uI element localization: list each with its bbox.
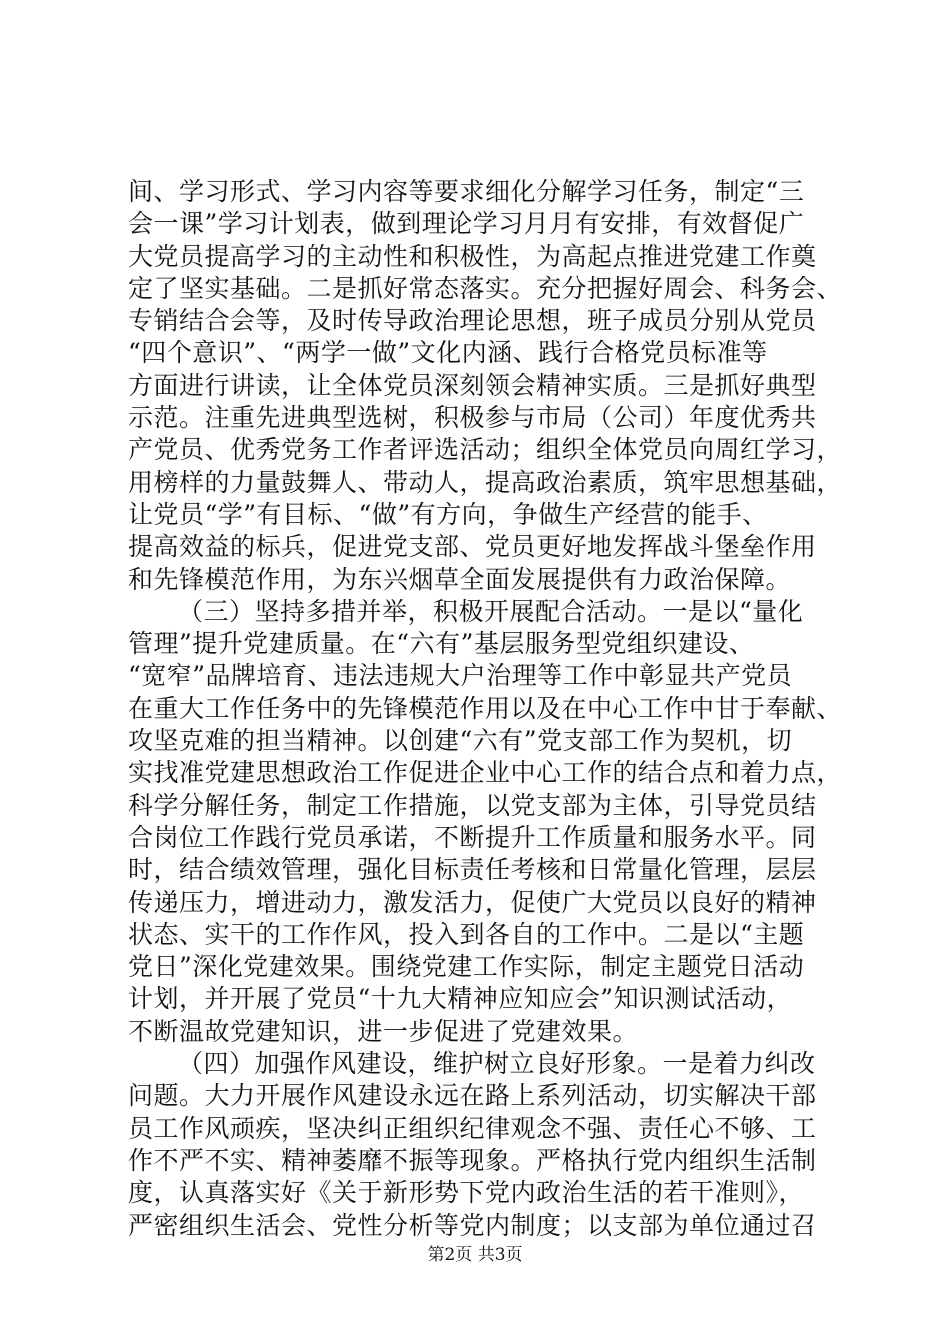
text-line: 管理”提升党建质量。在“六有”基层服务型党组织建设、 bbox=[128, 629, 755, 659]
text-line: 产党员、优秀党务工作者评选活动；组织全体党员向周红学习， bbox=[128, 435, 843, 465]
text-line: “宽窄”品牌培育、违法违规大户治理等工作中彰显共产党员 bbox=[128, 661, 793, 691]
text-line: 在重大工作任务中的先锋模范作用以及在中心工作中甘于奉献、 bbox=[128, 693, 843, 723]
text-line: 示范。注重先进典型选树，积极参与市局（公司）年度优秀共 bbox=[128, 403, 817, 433]
text-line: 时，结合绩效管理，强化目标责任考核和日常量化管理，层层 bbox=[128, 855, 817, 885]
text-line: 合岗位工作践行党员承诺，不断提升工作质量和服务水平。同 bbox=[128, 822, 817, 852]
text-line: 用榜样的力量鼓舞人、带动人，提高政治素质，筑牢思想基础， bbox=[128, 467, 843, 497]
text-line: 会一课”学习计划表，做到理论学习月月有安排，有效督促广 bbox=[128, 209, 805, 239]
text-line: 计划，并开展了党员“十九大精神应知应会”知识测试活动， bbox=[128, 984, 793, 1014]
text-line: 严密组织生活会、党性分析等党内制度；以支部为单位通过召 bbox=[128, 1210, 817, 1240]
text-line: 让党员“学”有目标、“做”有方向，争做生产经营的能手、 bbox=[128, 499, 768, 529]
text-line: 定了坚实基础。二是抓好常态落实。充分把握好周会、科务会、 bbox=[128, 273, 843, 303]
text-line: 和先锋模范作用，为东兴烟草全面发展提供有力政治保障。 bbox=[128, 564, 792, 594]
text-line: 间、学习形式、学习内容等要求细化分解学习任务，制定“三 bbox=[128, 177, 805, 206]
paragraph-start-line: （三）坚持多措并举，积极开展配合活动。一是以“量化 bbox=[178, 596, 804, 626]
body-text bbox=[128, 176, 843, 1242]
text-line: 方面进行讲读，让全体党员深刻领会精神实质。三是抓好典型 bbox=[128, 370, 817, 400]
text-line: 问题。大力开展作风建设永远在路上系列活动，切实解决干部 bbox=[128, 1081, 817, 1111]
text-line: 党日”深化党建效果。围绕党建工作实际，制定主题党日活动 bbox=[128, 952, 805, 982]
text-line: 状态、实干的工作作风，投入到各自的工作中。二是以“主题 bbox=[128, 919, 805, 949]
text-line: “四个意识”、“两学一做”文化内涵、践行合格党员标准等 bbox=[128, 338, 768, 368]
text-line: 大党员提高学习的主动性和积极性，为高起点推进党建工作奠 bbox=[128, 241, 817, 271]
text-line: 实找准党建思想政治工作促进企业中心工作的结合点和着力点， bbox=[128, 758, 843, 788]
text-line: 专销结合会等，及时传导政治理论思想，班子成员分别从党员 bbox=[128, 306, 817, 336]
text-line: 攻坚克难的担当精神。以创建“六有”党支部工作为契机，切 bbox=[128, 726, 793, 756]
paragraph-start-line: （四）加强作风建设，维护树立良好形象。一是着力纠改 bbox=[178, 1049, 816, 1079]
text-line: 度，认真落实好《关于新形势下党内政治生活的若干准则》， bbox=[128, 1178, 805, 1208]
text-line: 作不严不实、精神萎靡不振等现象。严格执行党内组织生活制 bbox=[128, 1145, 817, 1175]
text-line: 提高效益的标兵，促进党支部、党员更好地发挥战斗堡垒作用 bbox=[128, 532, 817, 562]
page-footer: 第2页 共3页 bbox=[427, 1245, 523, 1265]
text-line: 传递压力，增进动力，激发活力，促使广大党员以良好的精神 bbox=[128, 887, 817, 917]
text-line: 科学分解任务，制定工作措施，以党支部为主体，引导党员结 bbox=[128, 790, 817, 820]
text-line: 不断温故党建知识，进一步促进了党建效果。 bbox=[128, 1016, 639, 1046]
text-line: 员工作风顽疾，坚决纠正组织纪律观念不强、责任心不够、工 bbox=[128, 1113, 817, 1143]
